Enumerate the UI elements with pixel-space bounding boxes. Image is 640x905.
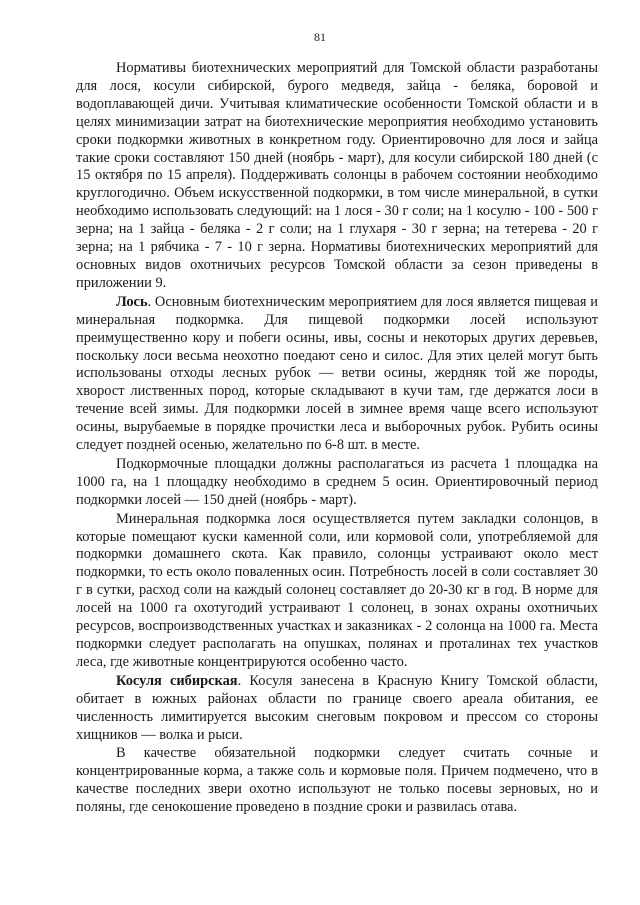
section-heading-roe-deer: Косуля сибирская <box>116 672 238 689</box>
paragraph-feeding-sites <box>76 456 598 510</box>
paragraph-roe-deer <box>76 673 598 745</box>
paragraph-text: Нормативы биотехнических мероприятий для Томской области разработаны для лося, косули сибирской, бурого медведя, зайца - беляка, боровой и водоплавающей дичи. Учитывая климатические особенности Томской области и в целях минимизации затрат на биотехнические мероприятия необходимо установить сроки подкормки животных в конкретном году. Ориентировочно для лося и зайца такие сроки составляют 150 дней (ноябрь - март), для косули сибирской 180 дней (с 15 октября по 15 апреля). Поддерживать солонцы в рабочем состоянии необходимо круглогодично. Объем искусственной подкормки, в том числе минеральной, в сутки необходимо использовать следующий: на 1 лося - 30 г соли; на 1 косулю - 100 - 500 г зерна; на 1 зайца - беляка - 2 г соли; на 1 глухаря - 30 г зерна; на тетерева - 20 г зерна; на 1 рябчика - 7 - 10 г зерна. Нормативы биотехнических мероприятий для основных видов охотничьих ресурсов Томской области за сезон приведены в приложении 9. <box>76 60 598 291</box>
section-heading-elk: Лось <box>116 293 148 310</box>
page-number: 81 <box>314 30 326 44</box>
paragraph-text: . Основным биотехническим мероприятием для лося является пищевая и минеральная подкормка. Для пищевой подкормки лосей используют преимущественно кору и побеги осины, ивы, сосны и некоторых других деревьев, поскольку лоси весьма неохотно поедают сено и силос. Для этих целей могут быть использованы отходы лесных рубок — ветви осины, жердняк той же породы, хворост лиственных пород, которые складывают в кучи там, где держатся лоси в течение всей зимы. Для подкормки лосей в зимнее время чаще всего используют осины, вырубаемые в порядке прочистки леса и выборочных рубок. Рубить осины следует поздней осенью, желательно по 6-8 шт. в месте. <box>76 293 598 454</box>
paragraph-text: Подкормочные площадки должны располагаться из расчета 1 площадка на 1000 га, на 1 площадку необходимо в среднем 5 осин. Ориентировочный период подкормки лосей — 150 дней (ноябрь - март). <box>76 455 598 508</box>
paragraph-mineral-feeding <box>76 511 598 672</box>
document-body <box>76 60 598 817</box>
paragraph-roe-deer-feeding <box>76 745 598 817</box>
paragraph-text: В качестве обязательной подкормки следует считать сочные и концентрированные корма, а также соль и кормовые поля. Причем подмечено, что в качестве последних звери охотно используют не только посевы зерновых, но и поляны, где сенокошение проведено в поздние сроки и развилась отава. <box>76 745 598 816</box>
paragraph-text: . Косуля занесена в Красную Книгу Томской области, обитает в южных районах области по границе своего ареала обитания, ее численность лимитируется высоким снеговым покровом и прессом со стороны хищников — волка и рыси. <box>76 672 598 743</box>
paragraph-text: Минеральная подкормка лося осуществляется путем закладки солонцов, в которые помещают куски каменной соли, или кормовой соли, употребляемой для подкормки домашнего скота. Как правило, солонцы устраивают около мест подкормки, то есть около поваленных осин. Потребность лосей в соли составляет 30 г в сутки, расход соли на каждый солонец составляет до 20-30 кг в год. В норме для лосей на 1000 га охотугодий устраивают 1 солонец, в зонах охраны охотничьих ресурсов, воспроизводственных участках и заказниках - 2 солонца на 1000 га. Места подкормки следует располагать на опушках, полянах и проталинах тех участков леса, где животные концентрируются особенно часто. <box>76 510 598 670</box>
paragraph-elk <box>76 294 598 455</box>
paragraph-intro <box>76 60 598 293</box>
